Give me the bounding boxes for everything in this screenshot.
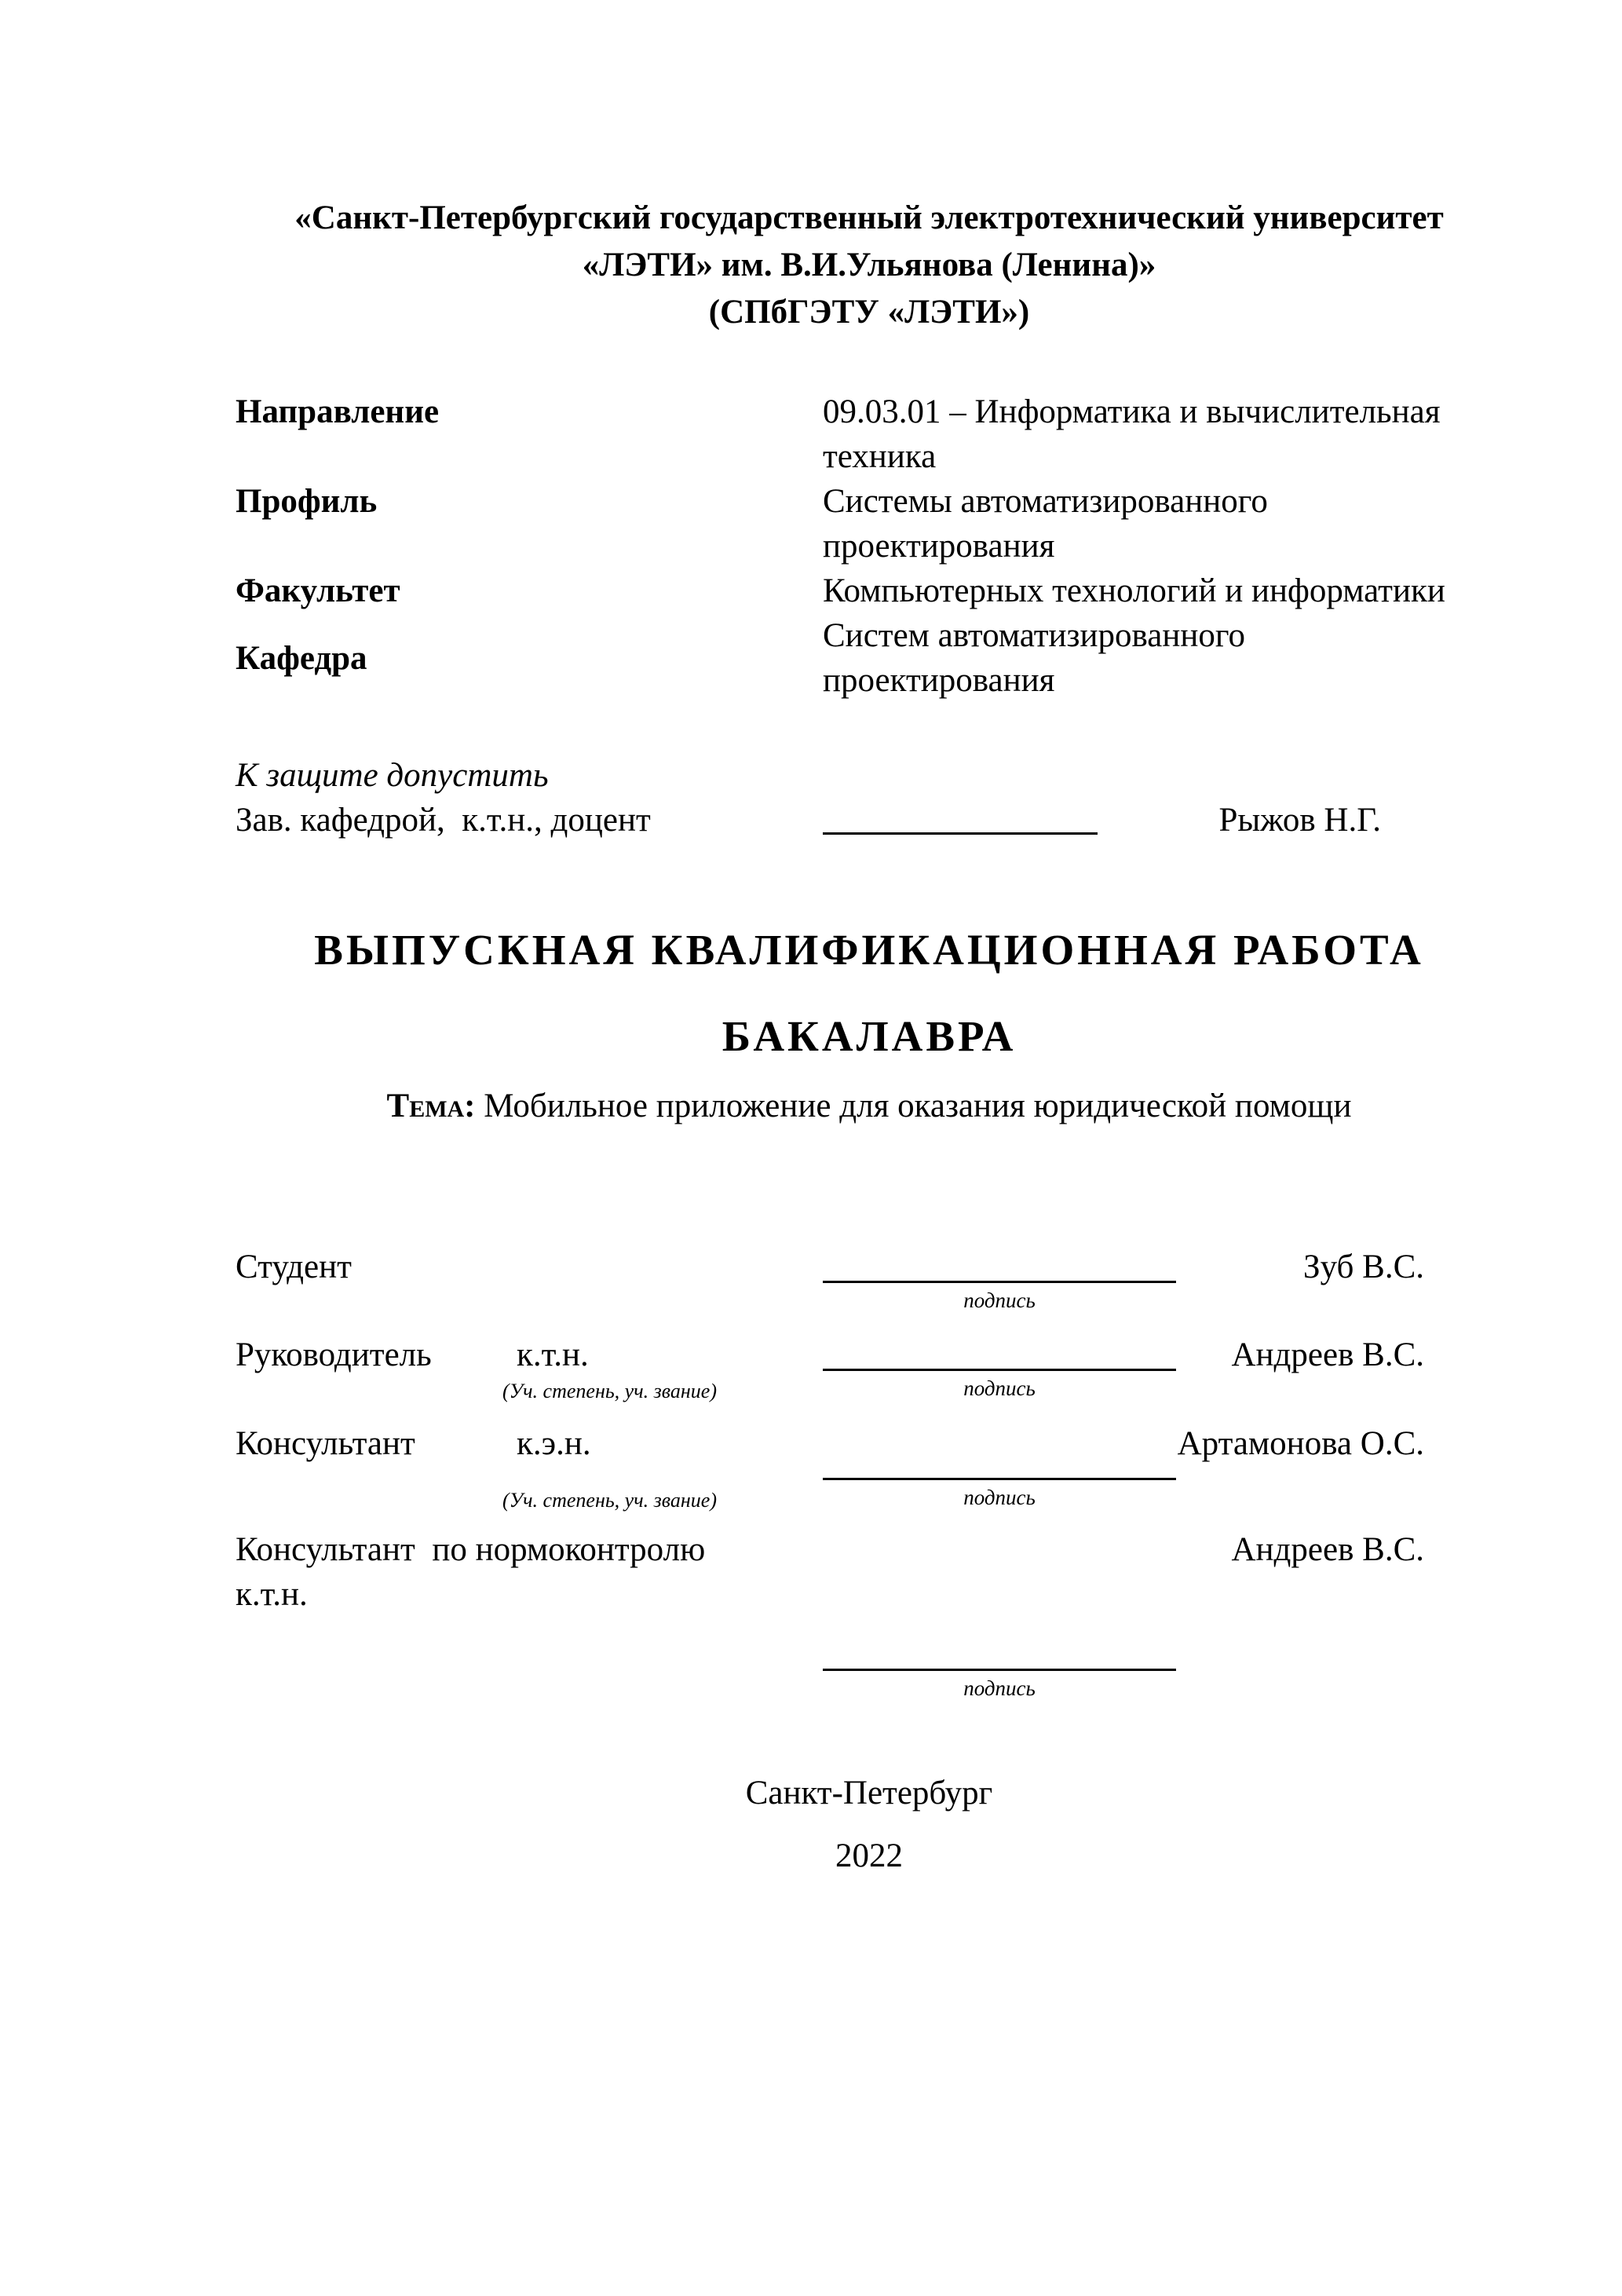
thesis-title-line-2: БАКАЛАВРА (721, 1012, 1017, 1060)
admission-row (236, 798, 1503, 846)
header-line-2: «ЛЭТИ» им. В.И.Ульянова (Ленина)» (582, 247, 1156, 283)
theme-text: Мобильное приложение для оказания юридической помощи (475, 1088, 1352, 1124)
field-label-department: Кафедра (236, 639, 367, 677)
signature-row-supervisor (236, 1333, 1503, 1404)
signature-cell-supervisor (823, 1333, 1176, 1402)
degree-label-normcontrol: к.т.н. (236, 1576, 308, 1613)
role-label-consultant: Консультант (236, 1425, 415, 1462)
field-value-department: Систем автоматизированного проектирования (823, 617, 1245, 699)
footer-year: 2022 (835, 1837, 903, 1874)
degree-cell-consultant (502, 1421, 823, 1513)
signature-caption: подпись (963, 1377, 1036, 1400)
thesis-title-line-1: ВЫПУСКНАЯ КВАЛИФИКАЦИОННАЯ РАБОТА (314, 926, 1424, 974)
normcontrol-row (236, 1527, 1503, 1572)
signature-row-consultant (236, 1421, 1503, 1513)
degree-label-supervisor: к.т.н. (517, 1336, 589, 1373)
admission-block (236, 753, 1503, 846)
theme-label: Тема: (386, 1088, 476, 1124)
field-value-profile: Системы автоматизированного проектирования (823, 483, 1268, 565)
signature-blank-line (823, 798, 1098, 835)
degree-caption-supervisor: (Уч. степень, уч. звание) (502, 1380, 717, 1402)
field-label-faculty: Факультет (236, 572, 400, 609)
signee-name-supervisor: Андреев В.С. (1231, 1336, 1424, 1373)
admission-signature-cell (823, 798, 1176, 846)
header-line-1: «Санкт-Петербургский государственный электротехнический университет (294, 199, 1444, 236)
program-fields (236, 389, 1503, 703)
field-value-faculty: Компьютерных технологий и информатики (823, 572, 1445, 609)
thesis-title (236, 922, 1503, 1065)
signee-name-consultant: Артамонова О.С. (1177, 1425, 1424, 1462)
signee-name-student: Зуб В.С. (1303, 1249, 1424, 1285)
department-head-name: Рыжов Н.Г. (1218, 802, 1381, 839)
university-header (236, 195, 1503, 336)
signature-caption: подпись (963, 1486, 1036, 1509)
signatures-block (236, 1245, 1503, 1702)
signature-caption: подпись (963, 1676, 1036, 1700)
footer-city: Санкт-Петербург (745, 1775, 993, 1812)
signature-caption: подпись (963, 1289, 1036, 1312)
role-label-normcontrol: Консультант по нормоконтролю (236, 1531, 706, 1568)
normcontrol-block (236, 1527, 1503, 1702)
degree-caption-consultant: (Уч. степень, уч. звание) (502, 1489, 717, 1512)
footer-block (236, 1771, 1503, 1878)
signature-line (823, 1333, 1176, 1371)
department-head-label: Зав. кафедрой, к.т.н., доцент (236, 802, 651, 839)
signature-cell-normcontrol (823, 1640, 1176, 1702)
signature-line (823, 1640, 1176, 1671)
degree-cell-supervisor (502, 1333, 823, 1404)
admission-note: К защите допустить (236, 757, 549, 794)
signature-line (823, 1245, 1176, 1283)
degree-label-consultant: к.э.н. (517, 1425, 591, 1462)
signature-cell-student (823, 1245, 1176, 1314)
theme-line (236, 1084, 1503, 1128)
field-value-direction: 09.03.01 – Информатика и вычислительная техника (823, 393, 1441, 475)
signature-line (823, 1421, 1176, 1480)
signee-name-normcontrol: Андреев В.С. (1231, 1531, 1424, 1568)
signature-cell-consultant (823, 1421, 1176, 1511)
field-label-profile: Профиль (236, 483, 378, 520)
header-line-3: (СПбГЭТУ «ЛЭТИ») (708, 294, 1030, 331)
field-label-direction: Направление (236, 393, 440, 430)
role-label-student: Студент (236, 1249, 352, 1285)
signature-row-student (236, 1245, 1503, 1314)
role-label-supervisor: Руководитель (236, 1336, 432, 1373)
